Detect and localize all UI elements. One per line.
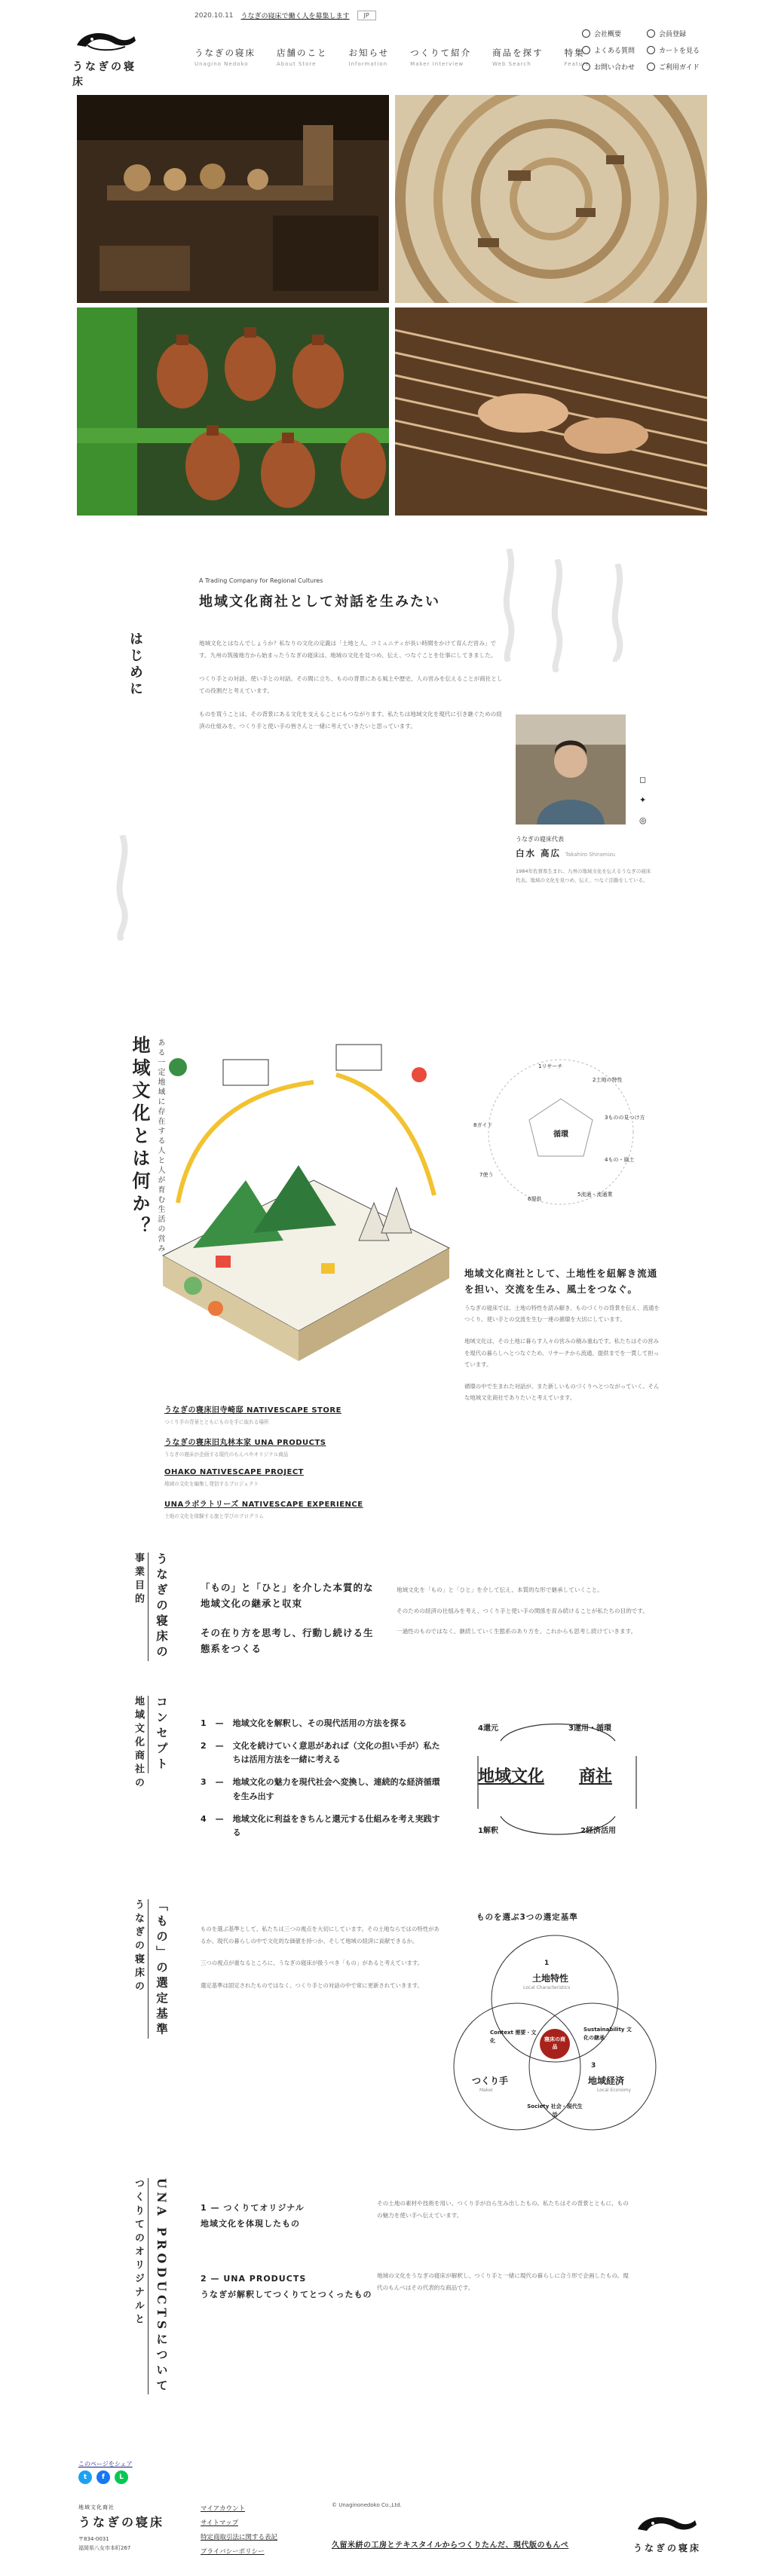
project-link-desc: うなぎの寝床が企画する現代のもんぺやオリジナル商品: [164, 1452, 289, 1458]
profile-photo: [516, 714, 626, 825]
una-item-2: [201, 2272, 374, 2303]
venn-c-no: 3: [591, 2062, 596, 2070]
nav-sublabel: About Store: [277, 61, 317, 67]
footer-link[interactable]: プライバシーポリシー: [201, 2548, 265, 2556]
nav-item-search[interactable]: [492, 47, 544, 67]
venn-a-no: 1: [544, 1960, 550, 1967]
util-label: よくある質問: [594, 47, 635, 55]
global-nav: [194, 47, 590, 67]
nav-label: 商品を探す: [492, 47, 544, 58]
venn-b-en: Maker: [479, 2088, 494, 2093]
concept-text: 地域文化の魅力を現代社会へ変換し、連続的な経済循環を生み出す: [232, 1777, 440, 1801]
util-label: ご利用ガイド: [659, 64, 700, 72]
una-label-top: つくりてのオリジナルと: [133, 2178, 144, 2327]
hero-photo-grid: [77, 95, 707, 516]
culture-paragraph: 地域文化は、その土地に暮らす人々の営みの積み重ねです。私たちはその営みを現代の暮らしへとつなぐため、リサーチから流通、提供までを一貫して担っています。: [464, 1338, 660, 1368]
profile-name-jp: 白水 高広: [516, 848, 562, 858]
util-label: お問い合わせ: [594, 64, 635, 72]
intro-paragraph: つくり手との対話、使い手との対話。その間に立ち、ものの背景にある風土や歴史、人の営みを伝えることが商社としての役割だと考えています。: [199, 675, 503, 694]
venn-bc-label: Society 社会・現代生活: [527, 2103, 583, 2118]
concept-text: 地域文化に利益をきちんと還元する仕組みを考え実践する: [232, 1813, 440, 1837]
culture-paragraph: 循環の中で生まれた対話が、また新しいものづくりへとつながっていく。そんな地域文化商社でありたいと考えています。: [464, 1382, 660, 1402]
profile-role: うなぎの寝床代表: [516, 836, 564, 843]
util-cart[interactable]: [647, 45, 712, 55]
concept-text: 文化を続けていく意思があれば（文化の担い手が）私たちは活用方法を一緒に考える: [232, 1741, 440, 1765]
purpose-heading-2: その在り方を思考し、行動し続ける生態系をつくる: [201, 1627, 374, 1655]
cycle-label: 1リサーチ: [538, 1063, 563, 1069]
concept-fig-label: 4還元: [478, 1724, 498, 1733]
project-link-desc: 地域の文化を編集し発信するプロジェクト: [164, 1481, 259, 1487]
eel-logo-icon: [633, 2513, 698, 2538]
concept-no: 4: [201, 1813, 207, 1824]
profile-sns: [639, 775, 647, 825]
venn-title: ものを選ぶ3つの選定基準: [476, 1913, 578, 1922]
hero-photo-pots: [77, 307, 389, 516]
venn-center-label: 寝床の商品: [544, 2036, 565, 2050]
share-buttons: [78, 2470, 128, 2484]
intro-paragraph: ものを買うことは、その背景にある文化を支えることにもつながります。私たちは地域文化を現代に引き継ぐための経済の仕組みを、つくり手と使い手の皆さんと一緒に考えていきたいと思っています。: [199, 711, 502, 730]
una-item-1-body: その土地の素材や技術を用い、つくり手が自ら生み出したもの。私たちはその背景とともに、ものの魅力を使い手へ伝えています。: [377, 2200, 629, 2219]
eel-logo-icon: [72, 29, 137, 54]
guide-icon: [647, 63, 655, 71]
nav-sublabel: Maker Interview: [410, 61, 464, 67]
site-logo[interactable]: [72, 29, 148, 88]
concept-no: 3: [201, 1777, 207, 1788]
footer-company-label: 地域文化商社: [78, 2504, 115, 2510]
concept-fig-center: 地域文化: [478, 1767, 545, 1786]
concept-item: 2 — 文化を続けていく意思があれば（文化の担い手が）私たちは活用方法を一緒に考える: [201, 1739, 442, 1767]
culture-section-title: 地域文化とは何か？: [129, 1036, 151, 1239]
footer-link[interactable]: 特定商取引法に関する表記: [201, 2534, 278, 2542]
una-item-2-body: 地域の文化をうなぎの寝床が解釈し、つくり手と一緒に現代の暮らしに合う形で企画したもの。現代のもんぺはその代表的な商品です。: [377, 2272, 629, 2291]
project-link-title: うなぎの寝床旧寺崎邸 NATIVESCAPE STORE: [164, 1406, 341, 1415]
nav-item-unagi[interactable]: [194, 47, 256, 67]
footer-company-name: うなぎの寝床: [78, 2515, 165, 2529]
nav-item-store[interactable]: [277, 47, 328, 67]
venn-a-en: Local Characteristics: [523, 1985, 571, 1990]
twitter-icon[interactable]: ✦: [639, 795, 647, 805]
util-label: 会社概要: [594, 31, 622, 38]
regional-culture-illustration: [148, 1029, 452, 1391]
nav-label: 店舗のこと: [277, 47, 328, 58]
util-guide[interactable]: [647, 62, 712, 72]
concept-fig-label: 1解釈: [478, 1827, 498, 1835]
cycle-label: 8ガイド: [473, 1122, 493, 1128]
criteria-label-top: うなぎの寝床の: [133, 1899, 144, 1994]
nav-item-makers[interactable]: [410, 47, 471, 67]
footer-news-link[interactable]: 久留米絣の工房とテキスタイルからつくりたんだ、現代版のもんぺ: [332, 2541, 569, 2550]
una-label-main: UNA PRODUCTSについて: [148, 2178, 170, 2394]
hero-photo-workshop: [77, 95, 389, 303]
footer-copyright: © Unaginonedoko Co.,Ltd.: [332, 2502, 402, 2508]
una-item-title: 2 — UNA PRODUCTS: [201, 2274, 307, 2284]
cycle-label: 2土地の特性: [593, 1077, 623, 1083]
nav-sublabel: Unagino Nedoko: [194, 61, 249, 67]
concept-diagram: [455, 1711, 660, 1854]
site-header: [0, 0, 784, 90]
venn-ac-label: Sustainability 文化の継承: [583, 2027, 632, 2041]
footer-logo[interactable]: [633, 2513, 709, 2554]
utility-nav: [582, 29, 712, 72]
profile-bio: 1984年佐賀県生まれ。九州の地域文化を伝えるうなぎの寝床代表。地域の文化を見つめ、伝え、つなぐ活動をしている。: [516, 868, 651, 884]
footer-logo-text: うなぎの寝床: [633, 2543, 702, 2553]
purpose-paragraph: 地域文化を「もの」と「ひと」を介して伝え、本質的な形で継承していくこと。: [397, 1586, 603, 1593]
concept-fig-label: 2経済活用: [580, 1827, 616, 1835]
concept-list: [201, 1717, 442, 1849]
criteria-paragraph: 三つの視点が重なるところに、うなぎの寝床が扱うべき「もの」があると考えています。: [201, 1960, 424, 1967]
cycle-label: 3ものの見つけ方: [605, 1115, 645, 1121]
venn-c-label: 地域経済: [588, 2076, 625, 2086]
logo-text: うなぎの寝床: [72, 61, 136, 88]
footer-links: [201, 2502, 277, 2560]
nav-item-news[interactable]: [349, 47, 390, 67]
project-link-desc: つくり手の背景とともにものを手に取れる場所: [164, 1419, 269, 1425]
footer-link[interactable]: サイトマップ: [201, 2519, 239, 2528]
profile-name: [516, 847, 657, 859]
profile-card: [516, 714, 657, 886]
venn-a-label: 土地特性: [532, 1973, 569, 1984]
culture-heading: 地域文化商社として、土地性を紐解き流通を担い、交流を生み、風土をつなぐ。: [464, 1268, 658, 1295]
instagram-alt-icon[interactable]: ◎: [639, 815, 647, 825]
nav-label: うなぎの寝床: [194, 47, 256, 58]
util-company[interactable]: [582, 29, 647, 38]
una-item-sub: うなぎが解釈してつくりてとつくったもの: [201, 2289, 372, 2299]
mail-icon: [582, 63, 590, 71]
culture-section-subtitle: ある一定地域に存在する人と人が育む生活の営み: [156, 1039, 164, 1254]
util-faq[interactable]: [582, 45, 647, 55]
util-label: カートを見る: [659, 47, 700, 55]
util-contact[interactable]: [582, 62, 647, 72]
nav-sublabel: Information: [348, 61, 388, 67]
purpose-paragraph: そのための経済の仕組みを考え、つくり手と使い手の関係を育み続けることが私たちの目的です。: [397, 1607, 648, 1614]
share-label: このページをシェア: [78, 2461, 133, 2467]
hero-photo-basket: [395, 95, 707, 303]
util-register[interactable]: [647, 29, 712, 38]
purpose-label-top: 事業目的: [133, 1553, 144, 1607]
eel-watermark-icon: [608, 564, 627, 662]
cart-icon: [647, 46, 655, 54]
purpose-body: [397, 1584, 660, 1647]
nav-label: つくりて紹介: [410, 47, 472, 58]
venn-c-en: Local Economy: [597, 2088, 632, 2093]
concept-fig-center: 商社: [579, 1767, 613, 1786]
intro-body: [199, 638, 504, 744]
question-icon: [582, 46, 590, 54]
cycle-label: 5流通・流通業: [577, 1192, 613, 1198]
venn-b-label: つくり手: [472, 2076, 509, 2086]
facebook-share-icon[interactable]: f: [96, 2470, 110, 2484]
concept-item: 4 — 地域文化に利益をきちんと還元する仕組みを考え実践する: [201, 1813, 442, 1840]
twitter-share-icon[interactable]: t: [78, 2470, 92, 2484]
purpose-heading-1: 「もの」と「ひと」を介した本質的な地域文化の継承と収束: [201, 1582, 374, 1610]
concept-fig-label: 3運用・循環: [568, 1724, 611, 1733]
hero-photo-weaving: [395, 307, 707, 516]
line-share-icon[interactable]: L: [115, 2470, 128, 2484]
cycle-label: 4もの・風土: [605, 1157, 635, 1163]
portrait-illustration: [516, 714, 626, 825]
eel-watermark-icon: [547, 559, 567, 672]
project-link-title: OHAKO NATIVESCAPE PROJECT: [164, 1468, 304, 1476]
profile-name-en: Takahiro Shiramizu: [565, 852, 616, 858]
instagram-icon[interactable]: ◻: [639, 775, 647, 785]
footer-link[interactable]: マイアカウント: [201, 2505, 245, 2513]
project-links: [164, 1403, 451, 1530]
news-ticker: [194, 11, 376, 20]
una-item-sub: 地域文化を体現したもの: [201, 2218, 300, 2229]
building-icon: [582, 29, 590, 38]
concept-item: 3 — 地域文化の魅力を現代社会へ変換し、連続的な経済循環を生み出す: [201, 1776, 442, 1803]
concept-no: 1: [201, 1718, 207, 1728]
news-date: 2020.10.11: [194, 11, 234, 20]
criteria-paragraph: 選定基準は固定されたものではなく、つくり手との対話の中で常に更新されていきます。: [201, 1981, 423, 1989]
cycle-label: 7使う: [479, 1172, 494, 1178]
cycle-labels: [464, 1036, 657, 1228]
nav-sublabel: Web Search: [492, 61, 531, 67]
concept-no: 2: [201, 1741, 207, 1751]
project-link[interactable]: [164, 1403, 451, 1425]
news-link[interactable]: うなぎの寝床で働く人を募集します: [240, 13, 350, 20]
project-link[interactable]: [164, 1498, 451, 1519]
project-link-title: うなぎの寝床旧丸林本家 UNA PRODUCTS: [164, 1439, 326, 1447]
cycle-label: 6提供: [528, 1196, 542, 1202]
concept-item: 1 — 地域文化を解釈し、その現代活用の方法を探る: [201, 1717, 442, 1730]
criteria-paragraph: ものを選ぶ基準として、私たちは三つの視点を大切にしています。その土地ならではの特性があるか、現代の暮らしの中で文化的な価値を持つか、そして地域の経済に貢献できるか。: [201, 1926, 439, 1944]
concept-text: 地域文化を解釈し、その現代活用の方法を探る: [232, 1718, 407, 1728]
intro-section-title: はじめに: [127, 632, 143, 698]
project-link-desc: 土地の文化を体験する旅と学びのプログラム: [164, 1513, 264, 1519]
intro-en-title: A Trading Company for Regional Cultures: [199, 577, 323, 584]
selection-venn-diagram: [442, 1926, 668, 2142]
concept-label-main: コンセプト: [148, 1696, 170, 1773]
criteria-body: [201, 1923, 445, 2002]
cycle-center-label: 循環: [553, 1130, 568, 1139]
project-link-title: UNAラボラトリーズ NATIVESCAPE EXPERIENCE: [164, 1501, 363, 1509]
intro-title: 地域文化商社として対話を生みたい: [199, 594, 440, 610]
venn-ab-label: Context 需要・文化: [490, 2030, 537, 2044]
purpose-label-main: うなぎの寝床の: [148, 1553, 170, 1661]
una-item-title: 1 — つくりてオリジナル: [201, 2203, 305, 2213]
intro-paragraph: 地域文化とはなんでしょうか？私なりの文化の定義は「土地と人、コミュニティが長い時間をかけて育んだ営み」です。九州の筑後地方から始まったうなぎの寝床は、地域の文化を見つめ、伝え、つなぐことを仕事にしてきました。: [199, 640, 497, 659]
project-link[interactable]: [164, 1468, 451, 1487]
project-link[interactable]: [164, 1436, 451, 1458]
purpose-paragraph: 一過性のものではなく、継続していく生態系のあり方を、これからも思考し続けていきます。: [397, 1628, 637, 1635]
language-select[interactable]: JP: [357, 11, 376, 20]
util-label: 会員登録: [659, 31, 687, 38]
nav-label: 特集: [564, 47, 585, 58]
eel-watermark-icon: [112, 835, 133, 941]
concept-label-top: 地域文化商社の: [133, 1696, 144, 1791]
nav-sublabel: Feature: [564, 61, 590, 67]
nav-label: お知らせ: [348, 47, 390, 58]
user-icon: [647, 29, 655, 38]
culture-body: [464, 1302, 660, 1414]
una-item-1: [201, 2201, 374, 2232]
criteria-label-main: 「もの」の選定基準: [148, 1899, 170, 2039]
footer-address: 〒834-0031 福岡県八女市本町267: [78, 2536, 131, 2551]
culture-paragraph: うなぎの寝床では、土地の特性を読み解き、ものづくりの背景を伝え、流通をつくり、使い手との交流を生む一連の循環を大切にしています。: [464, 1305, 660, 1323]
